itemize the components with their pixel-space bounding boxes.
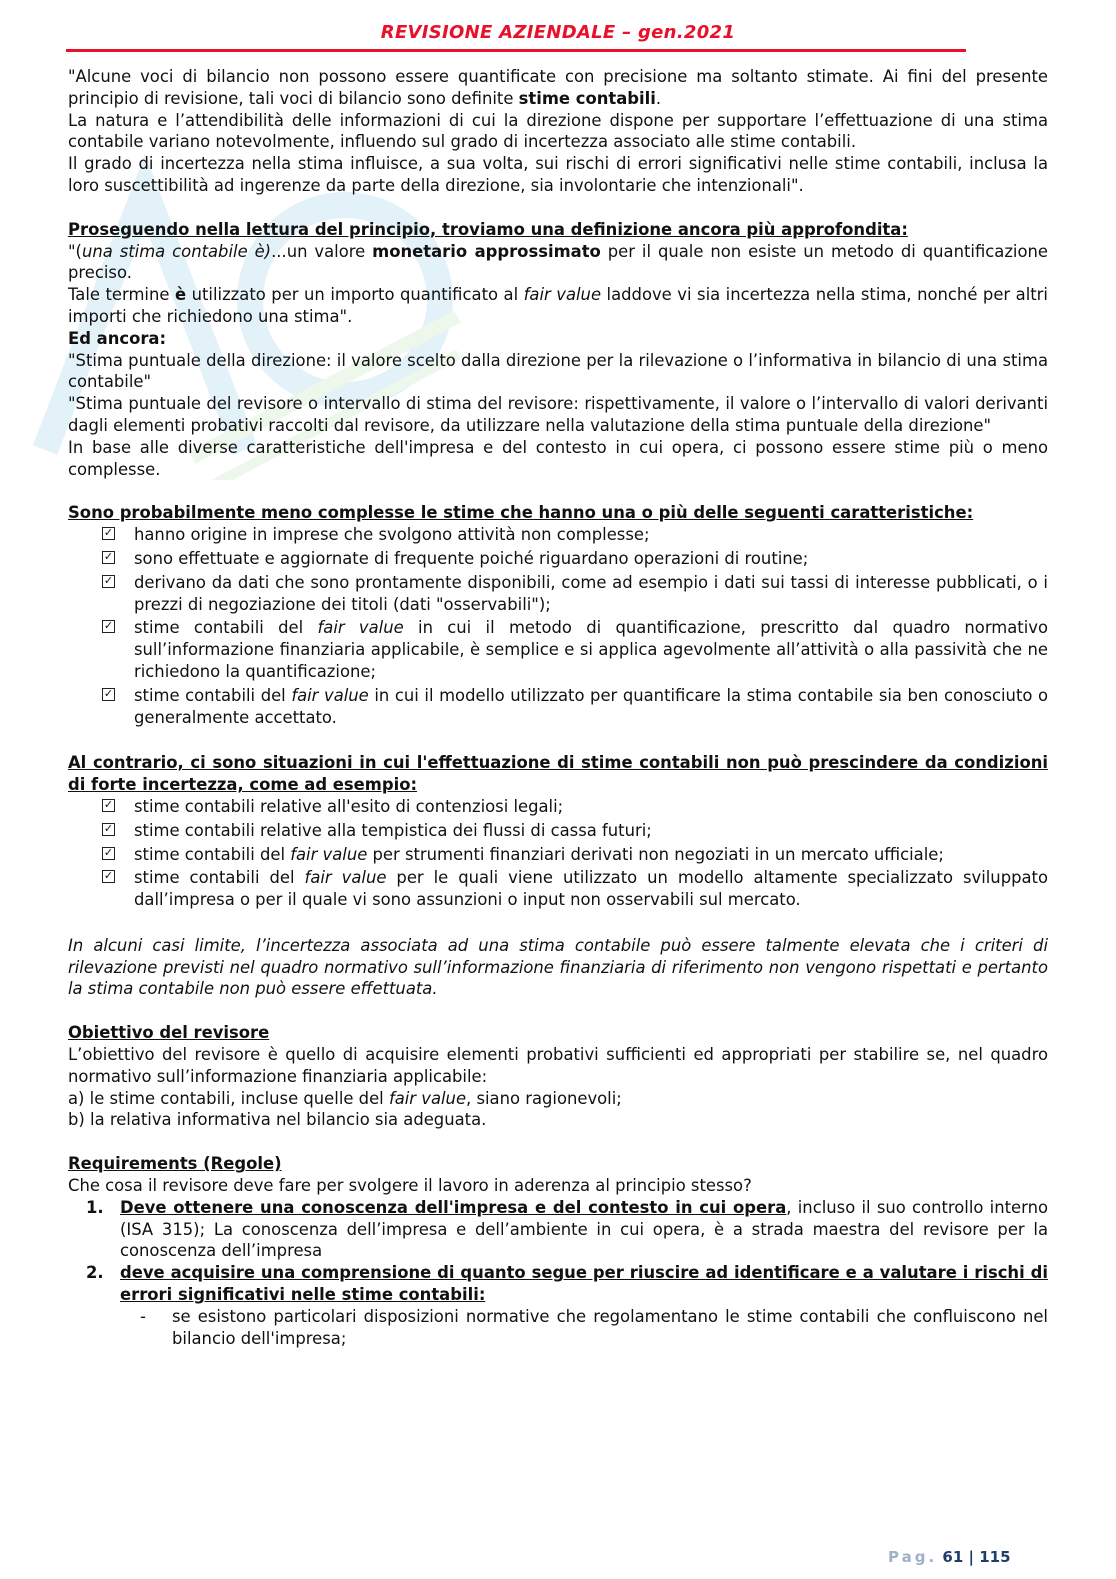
page-content: [68, 66, 1048, 1349]
checked-box-icon: ✓: [103, 797, 114, 811]
page-total: 115: [979, 1548, 1011, 1566]
header-divider: [66, 49, 966, 52]
definition-paragraph-2: Tale termine è utilizzato per un importo quantificato al fair value laddove vi sia incertezza nella stima, nonché per altri importi che richiedono una stima".: [68, 285, 1048, 326]
definition-heading: Proseguendo nella lettura del principio, troviamo una definizione ancora più approfondita:: [68, 219, 908, 239]
list-item: ✓ hanno origine in imprese che svolgono attività non complesse;: [103, 525, 650, 545]
dash-item-1: - se esistono particolari disposizioni normative che regolamentano le stime contabili che confluiscono nel bilancio dell'impresa;: [140, 1306, 1048, 1348]
checked-box-icon: ✓: [103, 869, 114, 883]
checked-box-icon: ✓: [103, 619, 114, 633]
requirements-heading: Requirements (Regole): [68, 1154, 282, 1174]
checked-box-icon: ✓: [103, 845, 114, 859]
definition-paragraph-1: "(una stima contabile è)...un valore monetario approssimato per il quale non esiste un metodo di quantificazione preciso.: [68, 241, 1048, 283]
objective-heading: Obiettivo del revisore: [68, 1023, 270, 1043]
checked-box-icon: ✓: [103, 549, 114, 563]
header-title: REVISIONE AZIENDALE – gen.2021: [380, 22, 736, 43]
objective-point-b: b) la relativa informativa nel bilancio sia adeguata.: [68, 1110, 487, 1130]
limit-case-paragraph: In alcuni casi limite, l’incertezza associata ad una stima contabile può essere talmente elevata che i criteri di rilevazione previsti nel quadro normativo sull’informazione finanziaria di riferimento non vengono rispettati e pertanto la stima contabile non può essere effettuata.: [68, 935, 1048, 999]
list-item: ✓ derivano da dati che sono prontamente disponibili, come ad esempio i dati sui tassi di interesse pubblicati, o i prezzi di negoziazione dei titoli (dati "osservabili");: [103, 572, 1048, 614]
page-separator: |: [968, 1548, 974, 1566]
intro-paragraph-1: "Alcune voci di bilancio non possono essere quantificate con precisione ma soltanto stimate. Ai fini del presente principio di revisione, tali voci di bilancio sono definite stime contabili.: [68, 67, 1048, 108]
checked-box-icon: ✓: [103, 526, 114, 540]
definition-quote-1: "Stima puntuale della direzione: il valore scelto dalla direzione per la rilevazione o l’informativa in bilancio di una stima contabile": [68, 350, 1048, 392]
list-item: ✓ sono effettuate e aggiornate di frequente poiché riguardano operazioni di routine;: [103, 548, 809, 568]
less-complex-heading: Sono probabilmente meno complesse le stime che hanno una o più delle seguenti caratteristiche:: [68, 503, 974, 523]
page-footer: [888, 1548, 1011, 1566]
page-label: Pag.: [888, 1548, 938, 1566]
requirements-intro: Che cosa il revisore deve fare per svolgere il lavoro in aderenza al principio stesso?: [68, 1176, 752, 1196]
list-item: ✓ stime contabili del fair value per le quali viene utilizzato un modello altamente specializzato sviluppato dall’impresa o per il quale vi sono assunzioni o input non osservabili sul mercato.: [103, 868, 1048, 910]
checked-box-icon: ✓: [103, 573, 114, 587]
list-item: ✓ stime contabili relative alla tempistica dei flussi di cassa futuri;: [103, 820, 652, 840]
uncertain-heading: Al contrario, ci sono situazioni in cui l'effettuazione di stime contabili non può prescindere da condizioni di forte incertezza, come ad esempio:: [68, 753, 1048, 795]
checked-box-icon: ✓: [103, 821, 114, 835]
definition-paragraph-3: In base alle diverse caratteristiche dell'impresa e del contesto in cui opera, ci possono essere stime più o meno complesse.: [68, 437, 1048, 479]
intro-paragraph-3: Il grado di incertezza nella stima influisce, a sua volta, sui rischi di errori significativi nelle stime contabili, inclusa la loro suscettibilità ad ingerenze da parte della direzione, sia involontarie che intenzionali".: [68, 154, 1048, 195]
numbered-item-1: 1. Deve ottenere una conoscenza dell'impresa e del contesto in cui opera, incluso il suo controllo interno (ISA 315); La conoscenza dell’impresa e dell’ambiente in cui opera, è a strada maestra del revisore per la conoscenza dell’impresa: [86, 1197, 1048, 1261]
list-item: ✓ stime contabili del fair value in cui il metodo di quantificazione, prescritto dal quadro normativo sull’informazione finanziaria applicabile, è semplice e si applica agevolmente all’attività o alla passività che ne richiedono la quantificazione;: [103, 618, 1049, 681]
list-item: ✓ stime contabili del fair value per strumenti finanziari derivati non negoziati in un mercato ufficiale;: [103, 844, 944, 864]
objective-paragraph: L’obiettivo del revisore è quello di acquisire elementi probativi sufficienti ed appropriati per stabilire se, nel quadro normativo sull’informazione finanziaria applicabile:: [68, 1045, 1048, 1086]
definition-quote-2: "Stima puntuale del revisore o intervallo di stima del revisore: rispettivamente, il valore o l’intervallo di valori derivanti dagli elementi probativi raccolti dal revisore, da utilizzare nella valutazione della stima puntuale della direzione": [68, 394, 1048, 435]
list-item: ✓ stime contabili relative all'esito di contenziosi legali;: [103, 796, 564, 816]
checked-box-icon: ✓: [103, 686, 114, 700]
objective-point-a: a) le stime contabili, incluse quelle del fair value, siano ragionevoli;: [68, 1088, 622, 1108]
page-number: 61: [942, 1548, 964, 1566]
ed-ancora-label: Ed ancora:: [68, 328, 167, 348]
intro-paragraph-2: La natura e l’attendibilità delle informazioni di cui la direzione dispone per supportare l’effettuazione di una stima contabile variano notevolmente, influendo sul grado di incertezza associato alle stime contabili.: [68, 110, 1048, 152]
numbered-item-2: 2. deve acquisire una comprensione di quanto segue per riuscire ad identificare e a valutare i rischi di errori significativi nelle stime contabili:: [86, 1263, 1048, 1305]
list-item: ✓ stime contabili del fair value in cui il modello utilizzato per quantificare la stima contabile sia ben conosciuto o generalmente accettato.: [103, 685, 1048, 727]
